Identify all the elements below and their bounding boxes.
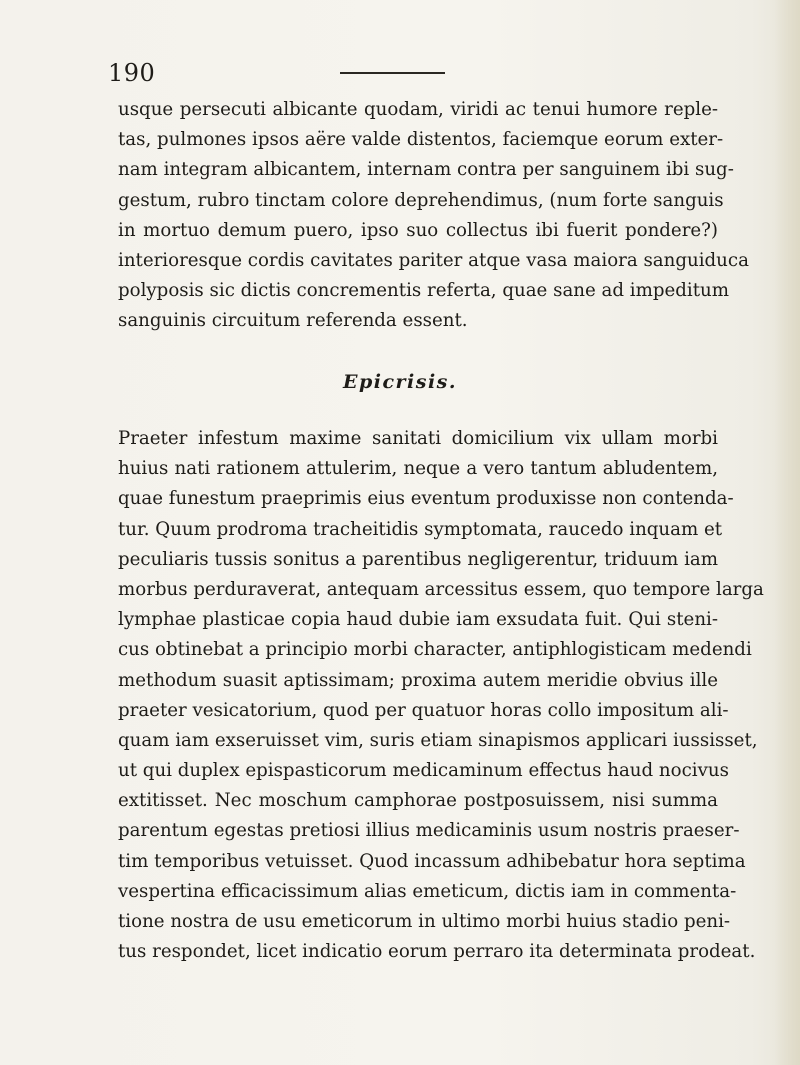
text-line: quam iam exseruisset vim, suris etiam sinapismos applicari iussisset, (118, 729, 758, 751)
text-line: parentum egestas pretiosi illius medicaminis usum nostris praeser- (118, 820, 740, 842)
text-line: nam integram albicantem, internam contra per sanguinem ibi sug- (118, 159, 734, 181)
text-line: cus obtinebat a principio morbi character, antiphlogisticam medendi (118, 639, 752, 661)
text-line: methodum suasit aptissimam; proxima autem meridie obvius ille (118, 669, 718, 691)
text-line: interioresque cordis cavitates pariter atque vasa maiora sanguiduca (118, 249, 749, 271)
text-line: sanguinis circuitum referenda essent. (118, 310, 468, 332)
text-line: polyposis sic dictis concrementis referta, quae sane ad impeditum (118, 280, 730, 302)
text-line: extitisset. Nec moschum camphorae postposuissem, nisi summa (118, 790, 718, 812)
text-line: peculiaris tussis sonitus a parentibus negligerentur, triduum iam (118, 548, 718, 570)
text-line: ut qui duplex epispasticorum medicaminum effectus haud nocivus (118, 760, 729, 782)
paragraph-2 (118, 424, 764, 967)
text-line: tim temporibus vetuisset. Quod incassum adhibebatur hora septima (118, 850, 746, 872)
text-line: quae funestum praeprimis eius eventum produxisse non contenda- (118, 488, 734, 510)
text-line: morbus perduraverat, antequam arcessitus essem, quo tempore larga (118, 578, 764, 600)
text-line: lymphae plasticae copia haud dubie iam exsudata fuit. Qui steni- (118, 609, 718, 631)
text-line: tas, pulmones ipsos aëre valde distentos, faciemque eorum exter- (118, 129, 724, 151)
page-edge-shading (774, 0, 800, 1065)
text-line: vespertina efficacissimum alias emeticum, dictis iam in commenta- (118, 880, 737, 902)
page-number: 190 (108, 59, 156, 87)
text-line: in mortuo demum puero, ipso suo collectus ibi fuerit pondere?) (118, 219, 718, 241)
text-line: tur. Quum prodroma tracheitidis symptomata, raucedo inquam et (118, 518, 723, 540)
paragraph-1 (118, 95, 749, 337)
header-rule (340, 72, 445, 74)
section-heading: Epicrisis. (342, 371, 457, 393)
text-line: huius nati rationem attulerim, neque a vero tantum abludentem, (118, 458, 718, 480)
text-line: praeter vesicatorium, quod per quatuor horas collo impositum ali- (118, 699, 729, 721)
text-line: gestum, rubro tinctam colore deprehendimus, (num forte sanguis (118, 189, 724, 211)
text-line: tus respondet, licet indicatio eorum perraro ita determinata prodeat. (118, 941, 756, 963)
text-line: tione nostra de usu emeticorum in ultimo morbi huius stadio peni- (118, 911, 731, 932)
text-line: Praeter infestum maxime sanitati domicilium vix ullam morbi (118, 428, 718, 449)
text-line: usque persecuti albicante quodam, viridi ac tenui humore reple- (118, 99, 718, 120)
